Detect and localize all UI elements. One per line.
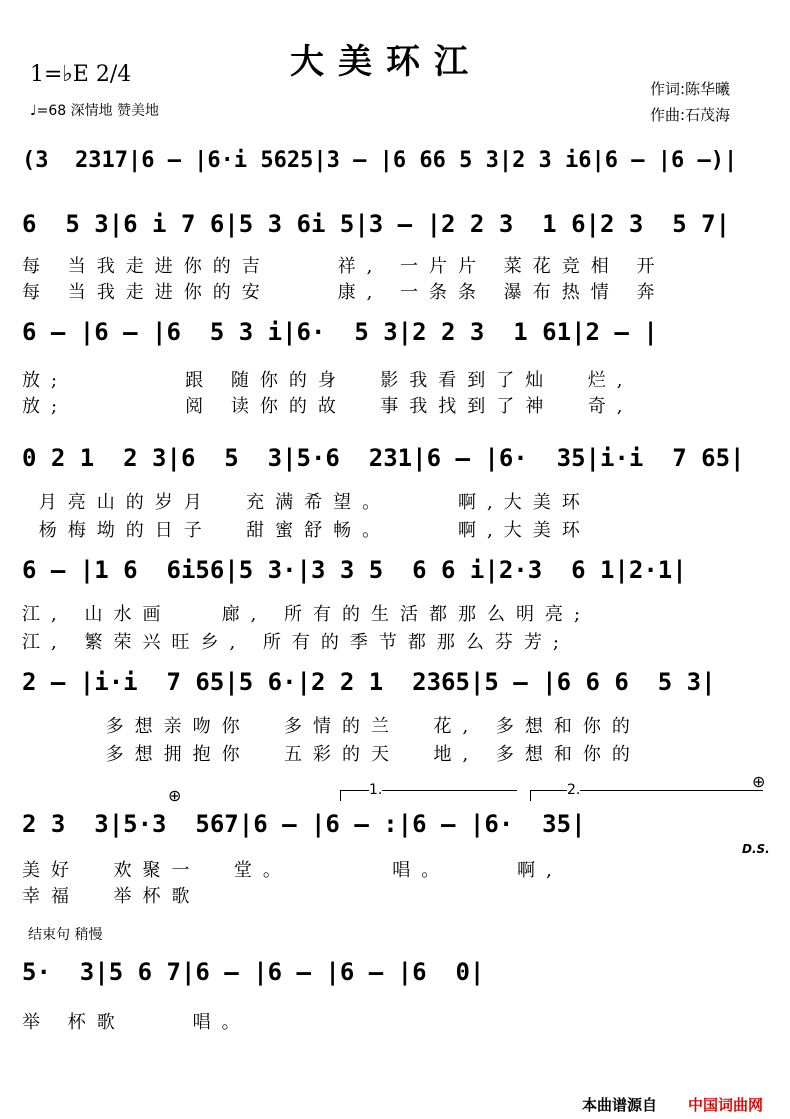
notation-line: 2 3 3|5·3 567|6 – |6 – :|6 – |6· 35| (22, 810, 586, 838)
lyrics-verse-2: 多想拥抱你 五彩的天 地, 多想和你的 (22, 744, 641, 765)
coda-sign-icon: ⊕ (168, 786, 182, 805)
lyrics-verse-1: 举 杯歌 唱。 (22, 1012, 251, 1033)
lyrics-verse-2: 杨梅坳的日子 甜蜜舒畅。 啊,大美环 (22, 520, 591, 541)
notation-line: 5· 3|5 6 7|6 – |6 – |6 – |6 0| (22, 958, 485, 986)
notation-line: 2 – |i·i 7 65|5 6·|2 2 1 2365|5 – |6 6 6 5 3| (22, 668, 716, 696)
ending-instruction: 结束句 稍慢 (28, 927, 103, 943)
score-system-2 (22, 210, 762, 303)
score-system-1 (22, 148, 762, 184)
lyricist-credit: 作词:陈华曦 (650, 80, 731, 98)
source-label: 本曲谱源自 (582, 1096, 658, 1114)
second-ending-label: 2. (567, 782, 581, 798)
score-system-3 (22, 318, 762, 417)
dal-segno-mark: D.S. (742, 842, 770, 856)
lyrics-verse-1: 美好 欢聚一 堂。 唱。 啊, (22, 860, 563, 881)
lyrics-verse-2: 每 当我走进你的安 康, 一条条 瀑布热情 奔 (22, 282, 666, 303)
second-ending-bracket (530, 782, 763, 801)
first-ending-bracket (340, 782, 517, 801)
lyrics-verse-1: 月亮山的岁月 充满希望。 啊,大美环 (22, 492, 591, 513)
score-system-6 (22, 668, 762, 765)
lyrics-verse-2: 幸福 举杯歌 (22, 886, 201, 907)
notation-line: 0 2 1 2 3|6 5 3|5·6 231|6 – |6· 35|i·i 7 65| (22, 444, 745, 472)
coda-sign-icon: ⊕ (752, 772, 766, 791)
lyrics-verse-1: 江, 山水画 廊, 所有的生活都那么明亮; (22, 604, 592, 625)
notation-line: 6 – |6 – |6 5 3 i|6· 5 3|2 2 3 1 61|2 – | (22, 318, 658, 346)
notation-line: 6 5 3|6 i 7 6|5 3 6i 5|3 – |2 2 3 1 6|2 3 5 7| (22, 210, 731, 238)
song-title: 大美环江 (290, 42, 482, 82)
score-system-4 (22, 444, 762, 541)
lyrics-verse-1: 放; 跟 随你的身 影我看到了灿 烂, (22, 370, 634, 391)
notation-line: (3 2317|6 – |6·i 5625|3 – |6 66 5 3|2 3 i6|6 – |6 –)| (22, 148, 738, 173)
score-system-5 (22, 556, 762, 653)
score-system-8 (22, 958, 762, 1033)
tempo-marking: ♩=68 深情地 赞美地 (30, 103, 160, 119)
lyrics-verse-2: 放; 阅 读你的故 事我找到了神 奇, (22, 396, 634, 417)
source-site-link[interactable]: 中国词曲网 (688, 1096, 764, 1114)
key-signature: 1=♭E 2/4 (30, 62, 132, 87)
lyrics-verse-2: 江, 繁荣兴旺乡, 所有的季节都那么芬芳; (22, 632, 570, 653)
notation-line: 6 – |1 6 6i56|5 3·|3 3 5 6 6 i|2·3 6 1|2·1| (22, 556, 687, 584)
composer-credit: 作曲:石茂海 (650, 106, 731, 124)
lyrics-verse-1: 每 当我走进你的吉 祥, 一片片 菜花竞相 开 (22, 256, 666, 277)
lyrics-verse-1: 多想亲吻你 多情的兰 花, 多想和你的 (22, 716, 641, 737)
first-ending-label: 1. (369, 782, 383, 798)
